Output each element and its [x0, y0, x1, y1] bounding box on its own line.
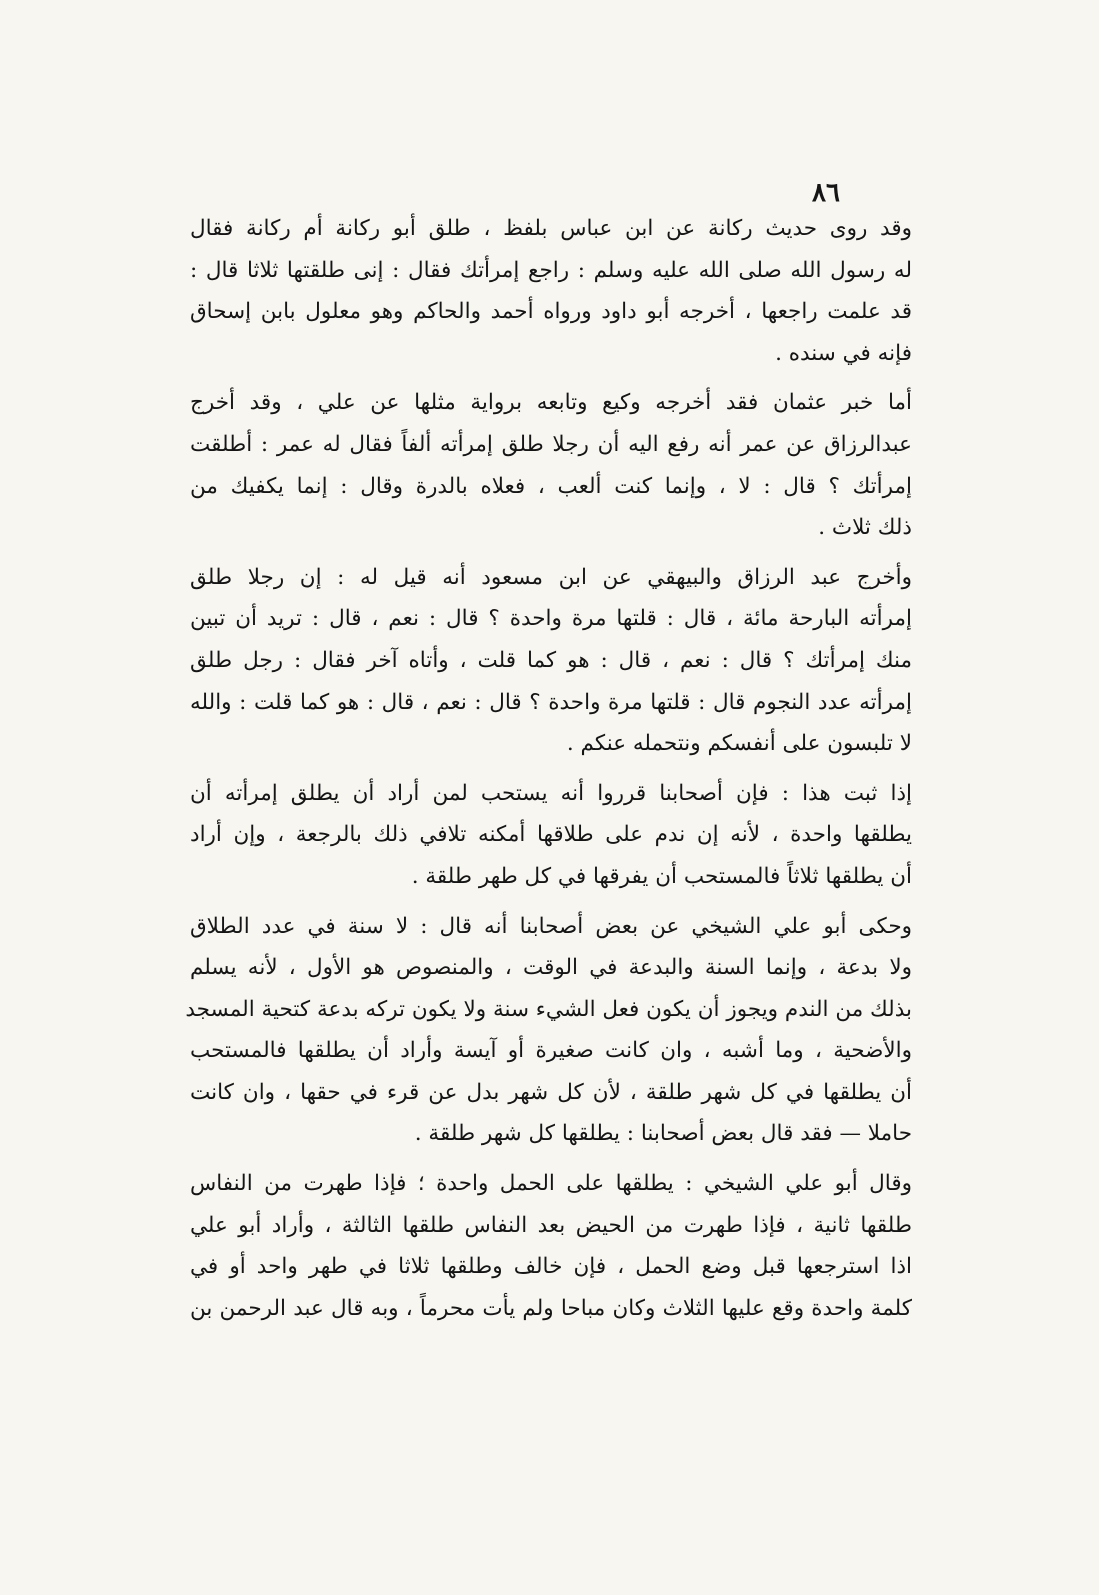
text-line: كلمة واحدة وقع عليها الثلاث وكان مباحا ولم يأت محرماً ، وبه قال عبد الرحمن بن [190, 1295, 912, 1321]
text-line: قد علمت راجعها ، أخرجه أبو داود ورواه أحمد والحاكم وهو معلول بابن إسحاق [190, 299, 912, 325]
paragraph-1 [190, 208, 912, 374]
text-line: ولا بدعة ، وإنما السنة والبدعة في الوقت ، والمنصوص هو الأول ، لأنه يسلم [190, 955, 912, 981]
body-text [185, 208, 912, 1337]
text-line: طلقها ثانية ، فإذا طهرت من الحيض بعد النفاس طلقها الثالثة ، وأراد أبو علي [190, 1212, 912, 1238]
text-line: حاملا — فقد قال بعض أصحابنا : يطلقها كل شهر طلقة . [414, 1121, 912, 1147]
text-line: لا تلبسون على أنفسكم ونتحمله عنكم . [566, 731, 912, 757]
text-line: له رسول الله صلى الله عليه وسلم : راجع إمرأتك فقال : إنى طلقتها ثلاثا قال : [190, 257, 912, 283]
text-line: والأضحية ، وما أشبه ، وان كانت صغيرة أو آيسة وأراد أن يطلقها فالمستحب [190, 1038, 912, 1064]
text-line: ذلك ثلاث . [818, 515, 912, 541]
page-number: ٨٦ [812, 178, 840, 208]
text-line: وحكى أبو علي الشيخي عن بعض أصحابنا أنه قال : لا سنة في عدد الطلاق [190, 913, 912, 939]
text-line: إذا ثبت هذا : فإن أصحابنا قرروا أنه يستحب لمن أراد أن يطلق إمرأته أن [190, 780, 912, 806]
text-line: إمرأته عدد النجوم قال : قلتها مرة واحدة ؟ قال : نعم ، قال : هو كما قلت : والله [190, 689, 912, 715]
text-line: وقد روى حديث ركانة عن ابن عباس بلفظ ، طلق أبو ركانة أم ركانة فقال [190, 216, 912, 241]
paragraph-6 [190, 1163, 912, 1329]
paragraph-4 [190, 773, 912, 898]
paragraph-5 [185, 906, 912, 1156]
text-line: أما خبر عثمان فقد أخرجه وكيع وتابعه برواية مثلها عن علي ، وقد أخرج [190, 390, 912, 416]
text-line: يطلقها واحدة ، لأنه إن ندم على طلاقها أمكنه تلافي ذلك بالرجعة ، وإن أراد [190, 822, 912, 848]
text-line: اذا استرجعها قبل وضع الحمل ، فإن خالف وطلقها ثلاثا في طهر واحد أو في [190, 1254, 912, 1280]
text-line: وقال أبو علي الشيخي : يطلقها على الحمل واحدة ؛ فإذا طهرت من النفاس [190, 1171, 912, 1197]
text-line: وأخرج عبد الرزاق والبيهقي عن ابن مسعود أنه قيل له : إن رجلا طلق [190, 564, 912, 590]
text-line: فإنه في سنده . [775, 340, 912, 366]
paragraph-3 [190, 557, 912, 765]
text-line: إمرأتك ؟ قال : لا ، وإنما كنت ألعب ، فعلاه بالدرة وقال : إنما يكفيك من [190, 473, 912, 499]
text-line: منك إمرأتك ؟ قال : نعم ، قال : هو كما قلت ، وأتاه آخر فقال : رجل طلق [190, 647, 912, 673]
text-line: بذلك من الندم ويجوز أن يكون فعل الشيء سنة ولا يكون تركه بدعة كتحية المسجد [185, 996, 912, 1022]
text-line: أن يطلقها ثلاثاً فالمستحب أن يفرقها في كل طهر طلقة . [411, 863, 912, 889]
text-line: إمرأته البارحة مائة ، قال : قلتها مرة واحدة ؟ قال : نعم ، قال : تريد أن تبين [190, 606, 912, 632]
paragraph-2 [190, 382, 912, 548]
text-line: عبدالرزاق عن عمر أنه رفع اليه أن رجلا طلق إمرأته ألفاً فقال له عمر : أطلقت [190, 431, 912, 457]
text-line: أن يطلقها في كل شهر طلقة ، لأن كل شهر بدل عن قرء في حقها ، وان كانت [190, 1079, 912, 1105]
